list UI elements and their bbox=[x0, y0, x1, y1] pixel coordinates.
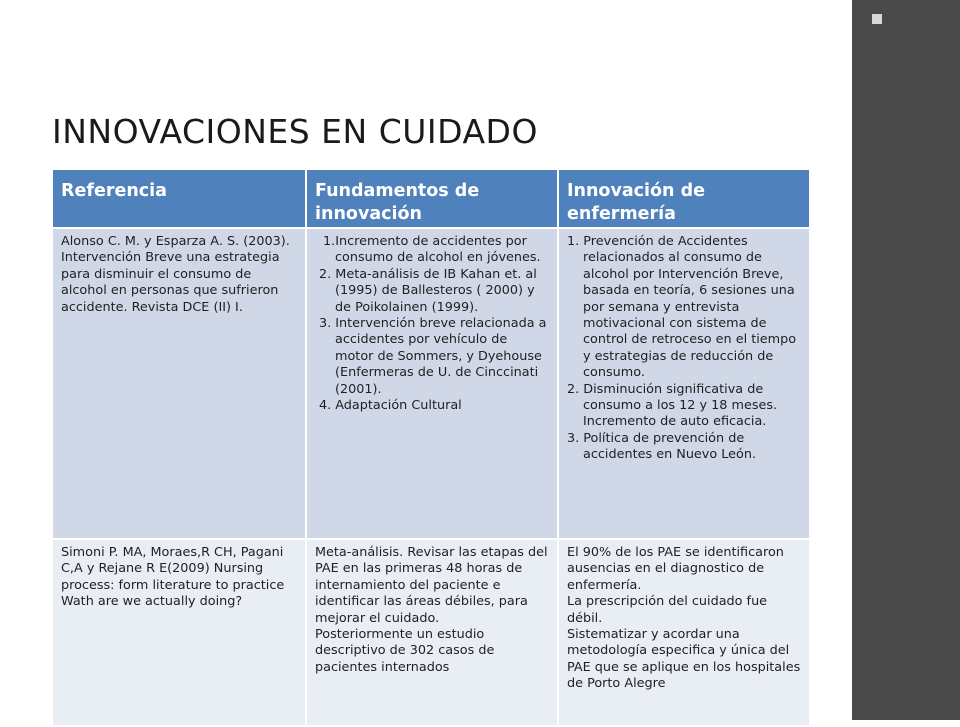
list-item: 4. Adaptación Cultural bbox=[319, 398, 462, 414]
list-item: 3. Intervención breve relacionada a accidentes por vehículo de motor de Sommers, y Dyehouse (Enfermeras de U. de Cinccinati (2001). bbox=[319, 316, 547, 397]
paragraph: Sistematizar y acordar una metodología especifica y única del PAE que se aplique en los hospitales de Porto Alegre bbox=[567, 627, 801, 692]
header-fundamentos: Fundamentos de innovación bbox=[306, 169, 558, 228]
slide-title: INNOVACIONES EN CUIDADO bbox=[52, 112, 538, 151]
square-bullet-icon bbox=[872, 14, 882, 24]
list-item: 2. Disminución significativa de consumo a los 12 y 18 meses. Incremento de auto eficacia. bbox=[567, 381, 778, 430]
sidebar-band bbox=[852, 0, 960, 720]
header-innovacion: Innovación de enfermería bbox=[558, 169, 810, 228]
list-item: 2. Meta-análisis de IB Kahan et. al (1995) de Ballesteros ( 2000) y de Poikolainen (1999). bbox=[319, 266, 537, 315]
header-referencia: Referencia bbox=[52, 169, 306, 228]
cell-referencia: Simoni P. MA, Moraes,R CH, Pagani C,A y Rejane R E(2009) Nursing process: form literature to practice Wath are we actually doing? bbox=[52, 539, 306, 726]
cell-referencia: Alonso C. M. y Esparza A. S. (2003). Intervención Breve una estrategia para disminuir el consumo de alcohol en personas que sufrieron accidente. Revista DCE (II) I. bbox=[52, 228, 306, 539]
innovation-table bbox=[51, 168, 811, 727]
cell-fundamentos bbox=[306, 228, 558, 539]
paragraph: Posteriormente un estudio descriptivo de 302 casos de pacientes internados bbox=[315, 627, 495, 675]
list-item: 1.Incremento de accidentes por consumo de alcohol en jóvenes. bbox=[323, 234, 541, 266]
table-header-row bbox=[52, 169, 810, 228]
table-row bbox=[52, 228, 810, 539]
paragraph: La prescripción del cuidado fue débil. bbox=[567, 594, 768, 626]
paragraph: Meta-análisis. Revisar las etapas del PAE en las primeras 48 horas de internamiento del paciente e identificar las áreas débiles, para mejorar el cuidado. bbox=[315, 545, 548, 626]
cell-fundamentos bbox=[306, 539, 558, 726]
list-item: 1. Prevención de Accidentes relacionados al consumo de alcohol por Intervención Breve, basada en teoría, 6 sesiones una por semana y entrevista motivacional con sistema de control de retroceso en el tiempo y estrategias de reducción de consumo. bbox=[567, 234, 797, 381]
paragraph: El 90% de los PAE se identificaron ausencias en el diagnostico de enfermería. bbox=[567, 545, 784, 593]
cell-innovacion bbox=[558, 228, 810, 539]
list-item: 3. Política de prevención de accidentes en Nuevo León. bbox=[567, 430, 757, 463]
cell-innovacion bbox=[558, 539, 810, 726]
table-row bbox=[52, 539, 810, 726]
